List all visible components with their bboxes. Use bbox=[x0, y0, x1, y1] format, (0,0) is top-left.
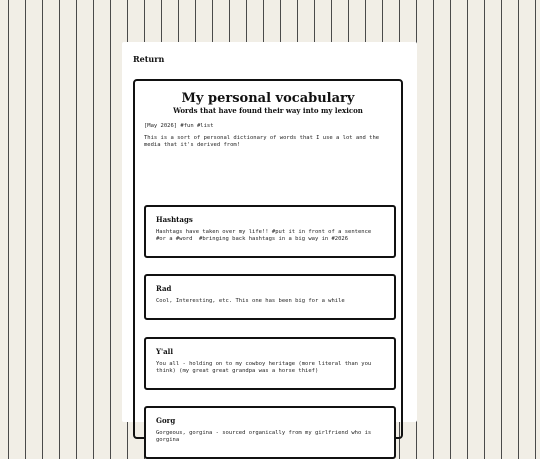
vocab-entry-yall bbox=[144, 337, 396, 390]
entry-word: Gorg bbox=[156, 416, 176, 425]
page-title: My personal vocabulary bbox=[181, 91, 355, 106]
entry-definition: Hashtags have taken over my life!! #put it in front of a sentence #or a #word #bringing back hashtags in a big way in #2026 bbox=[156, 229, 372, 242]
return-link[interactable]: Return bbox=[133, 54, 165, 64]
entry-definition: Cool, Interesting, etc. This one has been big for a while bbox=[156, 298, 345, 304]
vocabulary-panel bbox=[133, 79, 403, 443]
entry-word: Hashtags bbox=[156, 215, 193, 224]
post-meta: [May 2026] #fun #list bbox=[144, 123, 214, 129]
entry-definition: You all - holding on to my cowboy heritage (more literal than you think) (my great great grandpa was a horse thief) bbox=[156, 361, 372, 374]
entry-word: Y'all bbox=[156, 347, 173, 356]
vocab-entry-rad bbox=[144, 274, 396, 320]
entry-word: Rad bbox=[156, 284, 172, 293]
entry-definition: Gorgeous, gorgina - sourced organically from my girlfriend who is gorgina bbox=[156, 430, 372, 443]
vocab-entry-hashtags bbox=[144, 205, 396, 258]
page-subtitle: Words that have found their way into my lexicon bbox=[173, 106, 363, 115]
page-card bbox=[122, 42, 417, 443]
intro-text: This is a sort of personal dictionary of words that I use a lot and the media that it's derived from! bbox=[144, 135, 380, 148]
vocab-entry-gorg bbox=[144, 406, 396, 459]
